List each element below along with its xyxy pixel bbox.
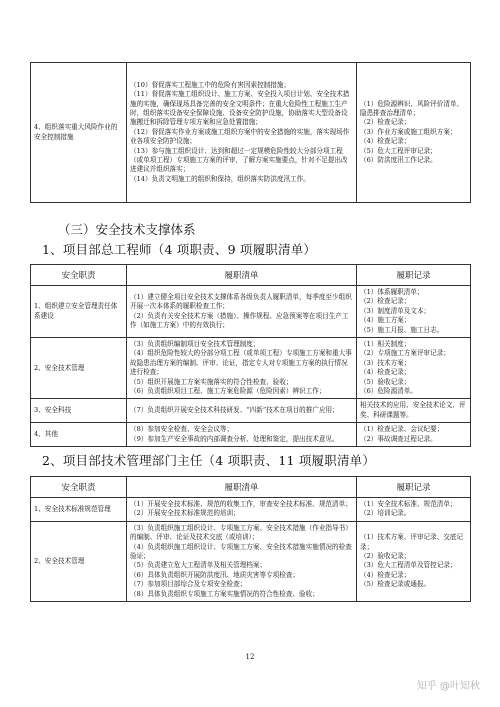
subsection-heading-2: 2、项目部技术管理部门主任（4 项职责、11 项履职清单） <box>42 453 376 468</box>
record-item: （3）制度清单及文本； <box>360 306 431 315</box>
record-item: （4）检查记录； <box>360 137 411 146</box>
list-cell <box>127 338 357 399</box>
record-item: （1）体系履职清单； <box>360 288 424 296</box>
list-cell <box>127 63 357 203</box>
list-cell <box>127 399 357 423</box>
list-item: （5）组织开展施工方案实施落实的符合性检查、验收； <box>130 377 293 386</box>
list-item: （8）具体负责组织专项施工方案实施情况的符合性检查、验收； <box>130 589 319 598</box>
list-item: （3）负责组织施工组织设计、专项施工方案、安全技术措施（作业指导书）的编制、评审、论证及技术交底（或培训）； <box>130 523 352 542</box>
record-item: （5）施工月报、施工日志。 <box>360 325 444 334</box>
record-item: （2）验收记录； <box>360 552 411 561</box>
record-item: （3）技术方案； <box>360 358 411 367</box>
page-number: 12 <box>245 653 255 661</box>
table-row <box>31 338 471 399</box>
record-item: （5）验收记录； <box>360 377 411 386</box>
duty-cell: 1、安全技术标准规范管理 <box>31 498 127 522</box>
list-item: （9）参加生产安全事故的内部调查分析、处理和鉴定，提出技术意见。 <box>130 434 339 443</box>
record-item: （2）事故调查过程记录。 <box>360 434 437 443</box>
record-cell <box>357 498 471 522</box>
list-cell <box>127 521 357 601</box>
list-item: （10）督促落实工程施工中的危险有害因素控制措施； <box>130 80 291 89</box>
list-cell <box>127 423 357 447</box>
record-item: （1）安全技术标准、规范清单； <box>360 500 457 508</box>
list-item: （8）参加安全检查、安全会议等； <box>130 425 234 434</box>
record-item: （1）技术方案、评审记录、交底记录； <box>360 533 464 551</box>
record-cell <box>357 399 471 423</box>
table-row <box>31 286 471 338</box>
list-item: （6）负责组织项目工程、施工方案危险源（危险因素）辨识工作； <box>130 387 326 396</box>
record-item: （3）作业方案或施工组织方案； <box>360 127 457 136</box>
record-item: （2）检查记录； <box>360 297 411 306</box>
list-item: （7）负责组织开展安全技术科技研发、“四新”技术在项目的推广应用； <box>130 406 339 415</box>
table-row <box>31 498 471 522</box>
table-header-row <box>31 265 471 286</box>
record-item: 相关技术的应用、安全技术论文、评奖、科研课题等。 <box>360 401 466 419</box>
record-cell <box>357 521 471 601</box>
table-row <box>31 63 471 203</box>
record-item: （1）检查记录、会议纪要； <box>360 425 444 434</box>
list-item: （4）负责组织施工组织设计、专项施工方案、安全技术措施实施情况的检查验证； <box>130 542 352 561</box>
list-item: （1）建立健全项目安全技术支撑体系各级负责人履职清单，每季度至少组织开展一次本体系的履职检查工作； <box>130 292 352 311</box>
list-item: （6）具体负责组织开展防洪度汛、地质灾害等专项检查； <box>130 570 300 579</box>
duty-cell: 1、组织建立安全管理责任体系建设 <box>31 286 127 338</box>
column-header: 安全职责 <box>31 265 127 286</box>
column-header: 履职清单 <box>127 265 357 286</box>
list-item: （2）负责有关安全技术方案（措施）、操作规程、应急预案等在项目生产工作（如施工方案）中的有效执行； <box>130 311 349 329</box>
table-row <box>31 399 471 423</box>
column-header: 履职记录 <box>357 265 471 286</box>
record-item: （5）检查记录或通报。 <box>360 580 431 589</box>
record-item: （4）检查记录； <box>360 570 411 579</box>
record-item: （6）危险源清单。 <box>360 387 417 396</box>
top-duty-table <box>30 62 471 203</box>
record-cell <box>357 423 471 447</box>
chief-engineer-table <box>30 264 471 447</box>
list-item: （5）负责建立危大工程清单及相关管理档案； <box>130 561 267 570</box>
record-item: （6）防洪度汛工作记录。 <box>360 156 437 165</box>
record-item: （2）检查记录； <box>360 118 411 127</box>
record-cell <box>357 286 471 338</box>
list-item: （11）督促落实施工组织设计、施工方案、安全投入项目计划、安全技术措施的实施，确保现场具备完善的安全文明条件；在重大危险性工程施工生产时，组织落实设备安全保障设施、设备安全防护设施，协助落实大型设备设施搬迁和拆除管理专项方案和应急处置措施； <box>130 90 350 127</box>
tech-dept-director-table <box>30 476 471 602</box>
record-item: （5）危大工程评审记录； <box>360 146 437 155</box>
list-item: （7）参加项目部综合及专项安全检查； <box>130 580 247 589</box>
duty-cell: 2、安全技术管理 <box>31 338 127 399</box>
list-item: （4）组织危险性较大的分部分项工程（或单项工程）专项施工方案和重大事故隐患治理方案的编制、评审、论证，指定专人对专项施工方案的执行情况进行检查； <box>130 349 352 377</box>
list-cell <box>127 286 357 338</box>
watermark: 知乎 @叶知秋 <box>416 681 480 692</box>
column-header: 履职记录 <box>357 477 471 498</box>
record-item: （2）专项施工方案评审记录； <box>360 349 450 358</box>
column-header: 履职清单 <box>127 477 357 498</box>
section-heading: （三）安全技术支撑体系 <box>58 222 196 237</box>
record-item: （4）施工方案； <box>360 316 411 325</box>
duty-cell: 3、安全科技 <box>31 399 127 423</box>
table-header-row <box>31 477 471 498</box>
list-item: （13）参与施工组织设计、达到和超过一定规模危险性较大分部分项工程（或单项工程）专项施工方案的评审，了解方案实施要点，针对不足提出改进建议并组织落实； <box>130 146 348 174</box>
column-header: 安全职责 <box>31 477 127 498</box>
list-item: （14）负责文明施工的组织和保持，组织落实防洪度汛工作。 <box>130 174 310 183</box>
record-item: （4）检查记录； <box>360 368 411 377</box>
record-item: （1）相关制度； <box>360 340 411 349</box>
duty-cell: 4、组织落实重大风险作业的安全控制措施 <box>31 63 127 203</box>
record-item: （3）危大工程清单及管控记录； <box>360 561 457 570</box>
list-item: （1）开展安全技术标准、规范的收集工作，审查安全技术标准、规范清单； <box>130 500 352 508</box>
duty-cell: 4、其他 <box>31 423 127 447</box>
record-item: （1）危险源辨识、风险评价清单、隐患排查治理清单； <box>360 99 464 117</box>
record-item: （2）培训记录。 <box>360 509 411 518</box>
record-cell <box>357 63 471 203</box>
list-cell <box>127 498 357 522</box>
duty-cell: 2、安全技术管理 <box>31 521 127 601</box>
list-item: （12）督促落实作业方案或施工组织方案中的安全措施的实施，落实现场作业各项安全防护设施； <box>130 127 350 146</box>
table-row <box>31 521 471 601</box>
list-item: （3）负责组织编制项目安全技术管理制度； <box>130 340 260 349</box>
record-cell <box>357 338 471 399</box>
table-row <box>31 423 471 447</box>
subsection-heading-1: 1、项目部总工程师（4 项职责、9 项履职清单） <box>42 242 317 257</box>
list-item: （2）开展安全技术标准规范的培训； <box>130 509 240 518</box>
